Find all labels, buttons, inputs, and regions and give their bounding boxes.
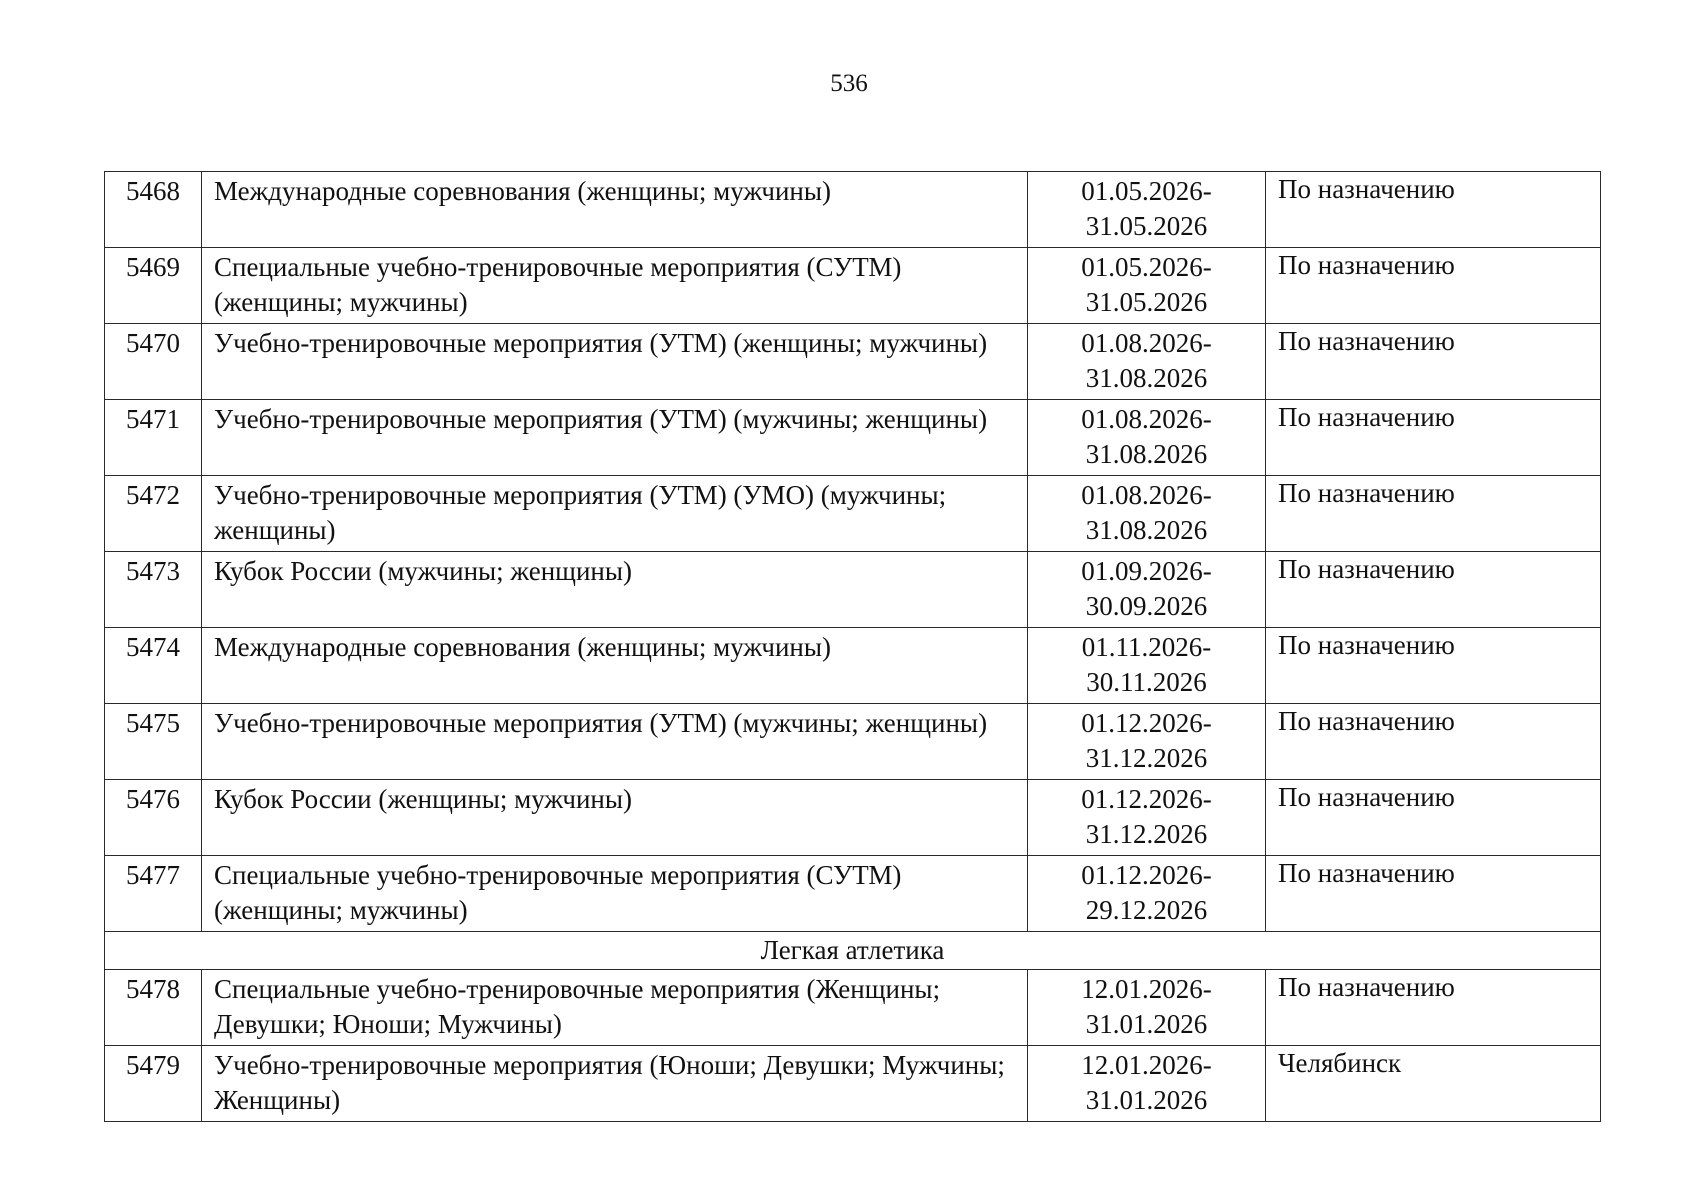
event-name: Кубок России (мужчины; женщины): [202, 552, 1028, 628]
event-place: По назначению: [1266, 704, 1601, 780]
date-start: 01.12.2026-: [1081, 708, 1212, 738]
date-start: 01.05.2026-: [1081, 252, 1212, 282]
table-row: [105, 324, 1601, 400]
table-row: [105, 476, 1601, 552]
date-end: 31.08.2026: [1085, 439, 1208, 469]
event-place: По назначению: [1266, 970, 1601, 1046]
event-dates: [1028, 172, 1266, 248]
events-table: [104, 171, 1601, 1122]
date-start: 01.09.2026-: [1081, 556, 1212, 586]
event-dates: [1028, 628, 1266, 704]
page-number: 536: [830, 70, 868, 97]
event-place: По назначению: [1266, 172, 1601, 248]
row-number: 5478: [105, 970, 202, 1046]
date-end: 31.05.2026: [1085, 211, 1208, 241]
event-name: Международные соревнования (женщины; мужчины): [202, 628, 1028, 704]
date-start: 01.05.2026-: [1081, 176, 1212, 206]
date-start: 12.01.2026-: [1081, 974, 1212, 1004]
date-end: 31.08.2026: [1085, 515, 1208, 545]
table-row: [105, 856, 1601, 932]
event-place: По назначению: [1266, 476, 1601, 552]
event-place: По назначению: [1266, 248, 1601, 324]
date-end: 30.09.2026: [1085, 591, 1208, 621]
table-row: [105, 780, 1601, 856]
table-row: [105, 1046, 1601, 1122]
date-end: 31.05.2026: [1085, 287, 1208, 317]
date-start: 01.08.2026-: [1081, 328, 1212, 358]
event-place: По назначению: [1266, 856, 1601, 932]
date-start: 01.11.2026-: [1081, 632, 1212, 662]
table-row: [105, 628, 1601, 704]
event-dates: [1028, 780, 1266, 856]
date-end: 31.12.2026: [1085, 743, 1208, 773]
section-row: [105, 932, 1601, 970]
row-number: 5473: [105, 552, 202, 628]
table-row: [105, 400, 1601, 476]
row-number: 5474: [105, 628, 202, 704]
row-number: 5479: [105, 1046, 202, 1122]
event-place: По назначению: [1266, 552, 1601, 628]
date-end: 31.12.2026: [1085, 819, 1208, 849]
event-name: Международные соревнования (женщины; мужчины): [202, 172, 1028, 248]
event-dates: [1028, 970, 1266, 1046]
event-name: Специальные учебно-тренировочные мероприятия (Женщины; Девушки; Юноши; Мужчины): [202, 970, 1028, 1046]
date-end: 30.11.2026: [1086, 667, 1207, 697]
section-title: Легкая атлетика: [105, 932, 1601, 970]
row-number: 5471: [105, 400, 202, 476]
date-start: 01.08.2026-: [1081, 404, 1212, 434]
row-number: 5470: [105, 324, 202, 400]
date-start: 01.12.2026-: [1081, 860, 1212, 890]
date-end: 31.01.2026: [1085, 1009, 1208, 1039]
event-place: Челябинск: [1266, 1046, 1601, 1122]
event-dates: [1028, 552, 1266, 628]
event-dates: [1028, 324, 1266, 400]
row-number: 5468: [105, 172, 202, 248]
event-place: По назначению: [1266, 628, 1601, 704]
date-end: 31.08.2026: [1085, 363, 1208, 393]
event-place: По назначению: [1266, 400, 1601, 476]
date-start: 01.08.2026-: [1081, 480, 1212, 510]
event-dates: [1028, 476, 1266, 552]
table-row: [105, 704, 1601, 780]
event-dates: [1028, 1046, 1266, 1122]
event-dates: [1028, 704, 1266, 780]
event-name: Специальные учебно-тренировочные мероприятия (СУТМ) (женщины; мужчины): [202, 248, 1028, 324]
event-place: По назначению: [1266, 780, 1601, 856]
table-row: [105, 970, 1601, 1046]
table-row: [105, 172, 1601, 248]
date-start: 12.01.2026-: [1081, 1050, 1212, 1080]
date-end: 29.12.2026: [1085, 895, 1208, 925]
event-name: Специальные учебно-тренировочные мероприятия (СУТМ) (женщины; мужчины): [202, 856, 1028, 932]
event-dates: [1028, 856, 1266, 932]
event-name: Учебно-тренировочные мероприятия (УТМ) (УМО) (мужчины; женщины): [202, 476, 1028, 552]
row-number: 5469: [105, 248, 202, 324]
date-end: 31.01.2026: [1085, 1085, 1208, 1115]
row-number: 5476: [105, 780, 202, 856]
event-dates: [1028, 400, 1266, 476]
event-place: По назначению: [1266, 324, 1601, 400]
row-number: 5472: [105, 476, 202, 552]
event-name: Учебно-тренировочные мероприятия (УТМ) (женщины; мужчины): [202, 324, 1028, 400]
event-name: Кубок России (женщины; мужчины): [202, 780, 1028, 856]
table-row: [105, 552, 1601, 628]
event-name: Учебно-тренировочные мероприятия (УТМ) (мужчины; женщины): [202, 400, 1028, 476]
row-number: 5477: [105, 856, 202, 932]
date-start: 01.12.2026-: [1081, 784, 1212, 814]
table-row: [105, 248, 1601, 324]
event-name: Учебно-тренировочные мероприятия (Юноши; Девушки; Мужчины; Женщины): [202, 1046, 1028, 1122]
row-number: 5475: [105, 704, 202, 780]
event-name: Учебно-тренировочные мероприятия (УТМ) (мужчины; женщины): [202, 704, 1028, 780]
event-dates: [1028, 248, 1266, 324]
